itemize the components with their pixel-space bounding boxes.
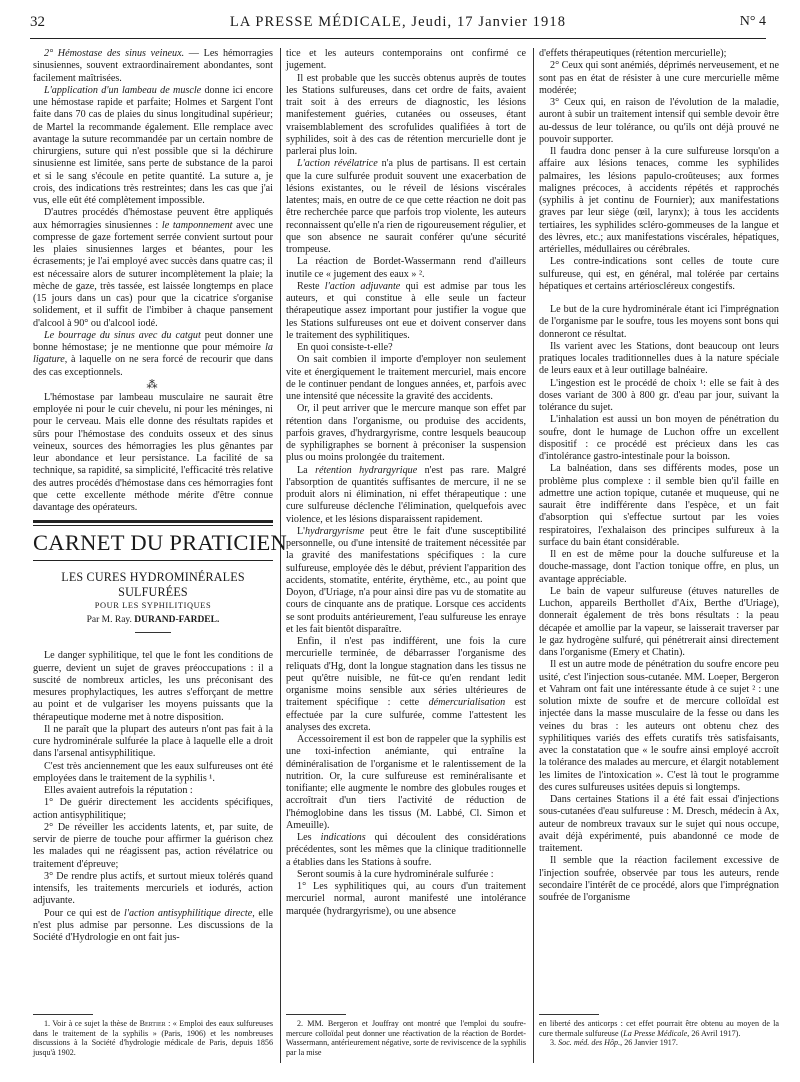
emphasis: indications: [320, 832, 366, 843]
footnote-source: Soc. méd. des Hôp.: [558, 1038, 621, 1048]
paragraph-text: — Les hémorragies sinusiennes, souvent extraordinairement abondantes, sont facilement maîtrisées.: [33, 48, 273, 84]
paragraph: L'ingestion est le procédé de choix ¹: elle se fait à des doses variant de 300 à 800 gr. d'eau par jour, suivant la tolérance du sujet.: [539, 377, 779, 413]
column-3: [539, 48, 779, 904]
paragraph: Il est probable que les succès obtenus auprès de toutes les Stations sulfureuses, dans cet ordre de faits, avaient trait soit à des erreurs de diagnostic, les lésions manifestement guéries, cutanées ou osseuses, étant vraisemblablement des scrofulides qualifiées à tort de syphilides, soit à des cas de rétention mercurielle dont je parlerai plus loin.: [286, 72, 526, 157]
footnote-text: en liberté des anticorps : cet effet pourrait être obtenu au moyen de la cure thermale sulfureuse (: [539, 1019, 779, 1038]
paragraph-text: avec une compresse de gaze fortement serrée convient surtout pour les plaies sinusiennes larges et béantes, pour les écrasements; je l'ai employé avec succès dans quatre cas; il est nécessaire alors de suturer incomplètement la plaie; la mèche de gaze, très tassée, est laissée longtemps en place (15 jours dans un cas) pour que la cicatrice s'organise solidement, et il suffit de l'imbiber à chaque pansement d'alcool à 90° ou d'alcool iodé.: [33, 219, 274, 329]
paragraph: Le but de la cure hydrominérale étant ici l'imprégnation de l'organisme par le soufre, tous les moyens sont bons qui donneront ce résultat.: [539, 304, 779, 340]
article-title: LES CURES HYDROMINÉRALES SULFURÉES: [61, 570, 245, 600]
emphasis: Le bourrage du sinus avec du catgut: [44, 329, 201, 341]
paragraph: [33, 85, 273, 208]
paragraph: [33, 207, 273, 330]
section-ornament: ⁂: [146, 378, 160, 391]
paragraph: La balnéation, dans ses différents modes, pose un problème plus complexe : il semble bien qu'il faille en admettre une action topique, cutanée et muqueuse, qui ne saurait être indifférente dans l'espèce, et un fait d'absorption qui s'effectue surtout par les voies respiratoires, l'exhalaison des principes sulfureux à la surface du bain étant considérable.: [539, 463, 779, 548]
paragraph: 3° Ceux qui, en raison de l'évolution de la maladie, auront à subir un traitement intensif qui semble devoir être au-dessus de leur tolérance, ou qu'ils ont déjà prouvé ne pouvoir supporter.: [539, 97, 779, 145]
paragraph-text: qui découlent des considérations précédentes, sont les mêmes que la clinique traditionnelle a établies dans les Stations à soufre.: [286, 832, 526, 868]
paragraph: 2° De réveiller les accidents latents, et, par suite, de servir de pierre de touche pour affirmer la guérison chez les malades qui ne réagissent pas, action révélatrice ou traitement d'épreuve;: [33, 821, 273, 870]
footnote: [539, 1038, 779, 1048]
author-prefix: Par M. Ray.: [86, 615, 135, 626]
paragraph-heading: 2° Hémostase des sinus veineux.: [44, 48, 185, 59]
paragraph: C'est très anciennement que les eaux sulfureuses ont été employées dans le traitement de la syphilis ¹.: [33, 760, 273, 784]
column-divider: [280, 48, 281, 1063]
paragraph: [286, 158, 526, 256]
footnote-rule: [33, 1014, 93, 1015]
footnote-block-1: [33, 1019, 273, 1057]
paragraph: Ils varient avec les Stations, dont beaucoup ont leurs pratiques locales traditionnelles dues à la nature spéciale de leurs eaux et à leur outillage balnéaire.: [539, 340, 779, 377]
column-2: [286, 48, 526, 918]
paragraph-text: donne ici encore une hémostase rapide et parfaite; Holmes et Sargent l'ont faite dans 70 cas de plaies du sinus longitudinal supérieur; de Martel la recommande également. Elle remplace avec avantage la suture recommandée par un certain nombre de chirurgiens, suture qui n'est possible que si la déchirure sinusienne est limitée, sans perte de substance de la paroi et si le sang s'écoule en petite quantité. La suture a, je crois, des indications très restreintes; dans les cas que j'ai vus, elle eût été complètement impossible.: [33, 84, 274, 206]
emphasis: le tamponnement: [161, 219, 233, 231]
paragraph: Seront soumis à la cure hydrominérale sulfurée :: [297, 868, 494, 880]
paragraph-text: Pour ce qui est de: [44, 907, 124, 919]
column-1: [33, 48, 288, 944]
paragraph-text: n'est pas rare. Malgré l'absorption de quantités suffisantes de mercure, il ne se produit alors ni élimination, ni effet thérapeutique : une cure sulfureuse déclenche l'élimination, quelquefois avec violence, et les lésions disparaissent rapidement.: [286, 464, 527, 525]
footnote-rule: [286, 1014, 346, 1015]
paragraph: Il en est de même pour la douche sulfureuse et la douche-massage, dont l'action tonique offre, en plus, un avantage appréciable.: [539, 549, 779, 585]
section-rule: [33, 560, 273, 561]
paragraph: Or, il peut arriver que le mercure manque son effet par rétention dans l'organisme, ou produise des accidents, parfois graves, d'hydrargyrisme, contre lesquels beaucoup de syphiligraphes se bornent à préconiser la suspension plus ou moins prolongée du traitement.: [286, 403, 526, 464]
paragraph-text: L': [297, 525, 306, 537]
footnote: [539, 1019, 779, 1038]
paragraph: L'hémostase par lambeau musculaire ne saurait être employée ni pour le cuir chevelu, ni pour les méninges, ni pour le cerveau. Mais elle donne des résultats rapides et sûrs pour l'hémostase des conduits osseux et des sinus veineux, sources des hémorragies les plus gênantes par leur abondance et leur persistance. La facilité de sa technique, sa rapidité, sa simplicité, l'efficacité très relative des autres procédés d'hémostase dans ces hémorragies font que cette excellente méthode mérite d'être connue davantage des opérateurs.: [33, 391, 273, 513]
footnote-text: , 26 Janvier 1917.: [620, 1038, 678, 1048]
footnote-text: : « Emploi des eaux sulfureuses dans le traitement de la syphilis » (Paris, 1906) et les nombreuses discussions à la Société d'hydrologie médicale de Paris, depuis 1856 jusqu'à 1902.: [33, 1019, 273, 1057]
paragraph: On sait combien il importe d'employer non seulement vite et énergiquement le traitement mercuriel, mais encore de le continuer pendant de longues années, et, parfois avec une intensité que nécessite la gravité des accidents.: [286, 354, 526, 402]
footnote-rule: [539, 1014, 599, 1015]
paragraph-text: peut donner une bonne hémostase; je ne mentionne que pour mémoire: [33, 329, 273, 353]
paragraph: Les contre-indications sont celles de toute cure sulfureuse, qui est, en général, mal tolérée par certains hépatiques et certains artérioscléreux congestifs.: [539, 256, 779, 292]
paragraph: d'effets thérapeutiques (rétention mercurielle);: [539, 48, 727, 59]
issue-number: N° 4: [739, 14, 766, 29]
paragraph: 1° Les syphilitiques qui, au cours d'un traitement mercuriel normal, auront manifesté une intolérance marquée (hydrargyrisme), ou une absence: [286, 881, 526, 917]
article-author: [33, 613, 273, 627]
author-rule: [135, 632, 171, 633]
paragraph-text: , elle n'est plus admise par personne. Les discussions de la Société d'Hydrologie en ont fait jus-: [33, 907, 274, 943]
paragraph: [33, 908, 273, 945]
paragraph: Elles avaient autrefois la réputation :: [44, 785, 193, 796]
paragraph: Il est un autre mode de pénétration du soufre encore peu usité, c'est l'injection sous-cutanée. MM. Loeper, Bergeron et Vahram ont fait une intéressante étude à ce sujet ² : une solution mixte de soufre et de mercure colloïdal est injectée dans la masse musculaire de la fesse ou dans les veines du bras : les auteurs ont obtenu chez des syphilitiques variés des effets curatifs très satisfaisants, avec la constatation que « le soufre ainsi employé accroît la tolérance des malades au mercure, et élargit notablement les limites de l'intoxication ». C'est là tout le programme des cures sulfureuses usitées depuis si longtemps.: [539, 659, 779, 793]
paragraph: 1° De guérir directement les accidents spécifiques, action antisyphilitique;: [33, 797, 273, 821]
paragraph: [286, 281, 526, 342]
footnote-block-2: [286, 1019, 526, 1057]
paragraph: Le danger syphilitique, tel que le font les conditions de guerre, devient un sujet de graves préoccupations : il a suscité de nombreux articles, les uns préconisant des mesures prophylactiques, les autres s'efforçant de mettre au point et de vulgariser les moyens puissants que la thérapeutique moderne met à notre disposition.: [33, 650, 273, 723]
paragraph: L'inhalation est aussi un bon moyen de pénétration du soufre, dont le humage de Luchon offre un excellent dispositif : ce procédé est précieux dans les cas d'intolérance gastro-intestinale pour la boisson.: [539, 414, 779, 462]
journal-title: LA PRESSE MÉDICALE, Jeudi, 17 Janvier 1918: [229, 14, 567, 30]
header-rule: [30, 38, 766, 39]
paragraph: [286, 832, 526, 869]
paragraph: En quoi consiste-t-elle?: [297, 342, 393, 353]
footnote-block-3: [539, 1019, 779, 1048]
paragraph-text: n'a plus de partisans. Il est certain que la cure sulfurée produit souvent une exacerbation de lésions existantes, ou le réveil de lésions viscérales latentes; mais, en outre de ce que cette réaction ne doit pas être recherchée parce que parfois trop violente, les auteurs reconnaissent qu'elle n'a rien de rigoureusement régulier, et que son absence ne saurait conférer qu'une sécurité trompeuse.: [286, 158, 526, 255]
emphasis: la ligature: [33, 342, 273, 366]
paragraph-text: Reste: [297, 280, 325, 292]
paragraph: Il semble que la réaction facilement excessive de l'injection soufrée, observée par tous les auteurs, rende secondaire l'intérêt de ce procédé, alors que l'imprégnation soufrée de l'organisme: [539, 855, 779, 903]
paragraph: tice et les auteurs contemporains ont confirmé ce jugement.: [286, 48, 526, 72]
paragraph-text: , à laquelle on ne sera forcé de recourir que dans des cas exceptionnels.: [33, 354, 273, 378]
column-divider: [533, 48, 534, 1063]
paragraph-text: qui est admise par tous les auteurs, et qui constitue à elle seule un facteur thérapeutique assez important pour justifier la vogue que les Stations sulfureuses ont eue et doivent conserver dans le traitement des syphilitiques.: [286, 280, 527, 341]
paragraph: [286, 636, 526, 734]
paragraph: Accessoirement il est bon de rappeler que la syphilis est une toxi-infection anémiante, qui entraîne la déminéralisation de l'organisme et le ralentissement de la nutrition. Or, la cure sulfureuse est reminéralisante et tonifiante; elle augmente le nombre des globules rouges et accroîtrait d'un tiers l'activité de réduction de l'hémoglobine dans les tissus (M. Labbé, Cl. Simon et Ameuille).: [286, 734, 526, 831]
paragraph: [286, 465, 526, 526]
emphasis: l'action adjuvante: [324, 280, 401, 292]
paragraph-text: La: [297, 464, 316, 476]
emphasis: hydrargyrisme: [305, 525, 365, 537]
page-header: [30, 14, 766, 38]
footnote-text: 1. Voir à ce sujet la thèse de: [44, 1019, 140, 1028]
emphasis: rétention hydrargyrique: [315, 464, 418, 476]
paragraph-text: peut être le fait d'une susceptibilité personnelle, ou d'une intensité de traitement nécessitée par la gravité des manifestations spécifiques : la cure sulfureuse, employée dès le début, prévient l'apparition des accidents, stomatite, entérite, érythème, etc., au point que Doyon, d'Uriage, n'a pour ainsi dire pas vu de stomatite au cours de cinquante ans de pratique. Lorsque ces accidents se sont produits antérieurement, l'eau sulfureuse les enraye et les fait bientôt disparaître.: [286, 525, 526, 635]
paragraph: [33, 48, 273, 85]
footnote-text: , 26 Avril 1917).: [687, 1028, 741, 1038]
footnote-text: 3.: [550, 1038, 559, 1048]
emphasis: l'action antisyphilitique directe: [123, 907, 253, 919]
footnote-source: La Presse Médicale: [623, 1028, 688, 1038]
paragraph: [286, 526, 526, 636]
section-rule: [33, 520, 273, 523]
section-rule: [33, 525, 273, 526]
paragraph-text: Enfin, il n'est pas indifférent, une fois la cure mercurielle terminée, de débarrasser l'organisme des reliquats d'Hg, dont la longue stagnation dans les tissus ne peut qu'être nuisible, ne fût-ce qu'en rendant ledit organisme moins sensible aux séries ultérieures de traitement spécifique : cette: [286, 636, 526, 709]
paragraph: Dans certaines Stations il a été fait essai d'injections sous-cutanées d'eau sulfureuse : M. Dresch, médecin à Ax, auteur de nombreux travaux sur le sujet qui nous occupe, avait déjà expérimenté, puis abandonné ce mode de traitement.: [539, 794, 779, 854]
paragraph: 3° De rendre plus actifs, et surtout mieux tolérés quand intensifs, les traitements mercuriels et iodurés, action adjuvante.: [33, 870, 273, 907]
paragraph: 2° Ceux qui sont anémiés, déprimés nerveusement, et ne sont pas en état de résister à une cure mercurielle même modérée;: [539, 60, 779, 96]
emphasis: démercurialisation: [428, 697, 506, 709]
paragraph-text: est effectuée par la cure sulfurée, comme l'attestent les analyses des excreta.: [286, 697, 526, 733]
paragraph: [33, 330, 273, 379]
footnote-author: Bertier: [139, 1019, 166, 1028]
emphasis: L'application d'un lambeau de muscle: [44, 84, 202, 96]
paragraph-text: D'autres procédés d'hémostase peuvent être appliqués aux hémorragies sinusiennes :: [33, 207, 273, 231]
paragraph-text: Les: [297, 832, 321, 843]
section-title: CARNET DU PRATICIEN: [33, 530, 288, 556]
article-subtitle: POUR LES SYPHILITIQUES: [94, 601, 212, 611]
emphasis: L'action révélatrice: [297, 158, 378, 170]
footnote: 2. MM. Bergeron et Jouffray ont montré que l'emploi du soufre-mercure colloïdal peut donner une réactivation de la réaction de Bordet-Wassermann, antérieurement négative, sorte de reviviscence de la syphilis par la mise: [286, 1019, 526, 1057]
paragraph: Il ne paraît que la plupart des auteurs n'ont pas fait à la cure hydrominérale sulfurée la place à laquelle elle a droit dans l'arsenal antisyphilitique.: [33, 723, 273, 760]
footnote: [33, 1019, 273, 1057]
paragraph: Il faudra donc penser à la cure sulfureuse lorsqu'on a affaire aux lésions tenaces, comme les syphilides palmaires, les lésions papulo-croûteuses; aux formes malignes précoces, à accidents répétés et rapprochés (syphilis à jet continu de Fournier); aux manifestations graves par leur siège (œil, larynx); à tous les accidents tertiaires, les syphilides scléro-gommeuses de la langue et des lèvres, etc.; aux manifestations viscérales, hépatiques, artérielles, médullaires ou cérébrales.: [539, 146, 779, 255]
paragraph: La réaction de Bordet-Wassermann rend d'ailleurs inutile ce « jugement des eaux » ².: [286, 256, 526, 280]
page-number: 32: [30, 14, 45, 30]
paragraph: Le bain de vapeur sulfureuse (étuves naturelles de Luchon, appareils Berthollet d'Aix, Berthe d'Uriage), donnerait également de très bons résultats : la peau décapée et amollie par la vapeur, se laisserait traverser par le gaz hydrogène sulfuré, qui pénétrerait ainsi directement dans l'organisme (Emery et Chatin).: [539, 585, 779, 658]
author-name: DURAND-FARDEL.: [134, 615, 220, 626]
